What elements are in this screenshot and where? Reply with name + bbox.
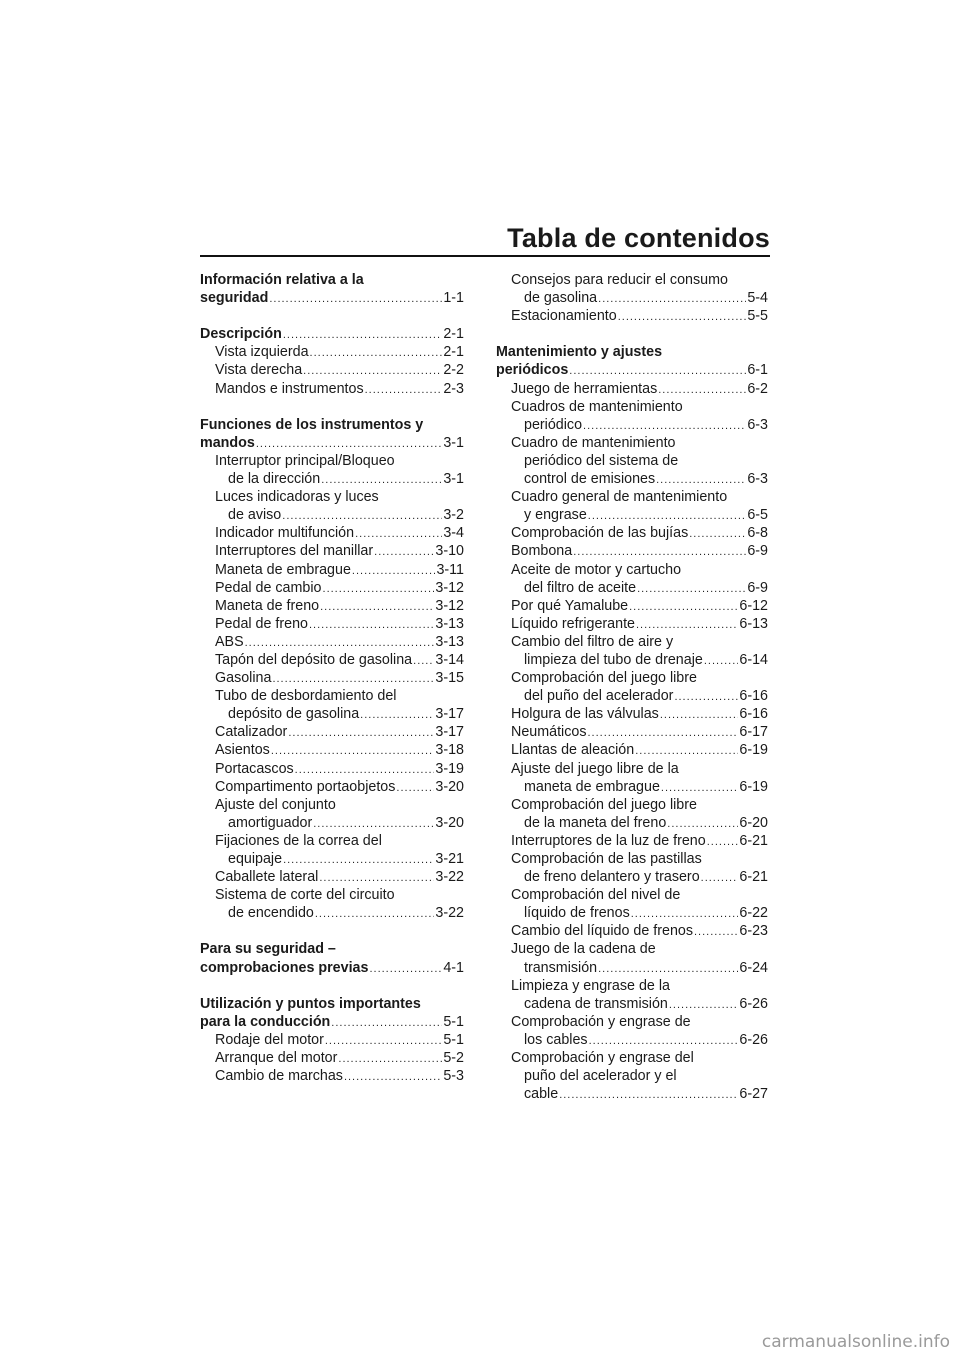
- toc-entry-title: Mandos e instrumentos: [215, 380, 364, 397]
- toc-page-number: 3-22: [435, 905, 464, 922]
- toc-leader-dots: [631, 905, 739, 923]
- toc-gap: [200, 307, 464, 325]
- toc-entry[interactable]: [200, 832, 464, 868]
- toc-page-number: 3-18: [435, 742, 464, 759]
- toc-entry-title: del puño del acelerador: [524, 688, 674, 705]
- toc-entry-title: Holgura de las válvulas: [511, 706, 659, 723]
- toc-leader-dots: [413, 652, 434, 670]
- toc-entry-title: periódicos: [496, 362, 569, 379]
- toc-entry-title: Portacascos: [215, 760, 294, 777]
- toc-entry-title: Fijaciones de la correa del: [215, 832, 382, 849]
- toc-entry-title: Comprobación del juego libre: [511, 670, 697, 687]
- toc-entry-title: Vista izquierda: [215, 344, 309, 361]
- toc-leader-dots: [282, 507, 442, 525]
- toc-gap: [200, 398, 464, 416]
- toc-page-number: 6-9: [747, 543, 768, 560]
- toc-leader-dots: [374, 543, 434, 561]
- toc-entry[interactable]: [200, 741, 464, 759]
- toc-entry-title: Interruptor principal/Bloqueo: [215, 452, 395, 469]
- toc-entry[interactable]: [200, 1049, 464, 1067]
- toc-entry-title: de gasolina: [524, 290, 598, 307]
- toc-leader-dots: [629, 598, 738, 616]
- toc-leader-dots: [589, 1032, 739, 1050]
- toc-entry-title: Cambio del filtro de aire y: [511, 633, 674, 650]
- toc-entry[interactable]: [496, 398, 768, 434]
- toc-entry[interactable]: [200, 778, 464, 796]
- toc-entry[interactable]: [200, 343, 464, 361]
- toc-page-number: 6-22: [739, 905, 768, 922]
- toc-entry-title: Sistema de corte del circuito: [215, 887, 395, 904]
- toc-entry-title: Comprobación del nivel de: [511, 887, 681, 904]
- page-title: Tabla de contenidos: [507, 223, 770, 253]
- toc-gap: [200, 922, 464, 940]
- toc-leader-dots: [396, 779, 434, 797]
- toc-page-number: 3-20: [435, 814, 464, 831]
- toc-page-number: 5-1: [443, 1031, 464, 1048]
- toc-leader-dots: [245, 634, 435, 652]
- toc-entry-title: Información relativa a la: [200, 272, 364, 288]
- toc-page-number: 2-3: [443, 380, 464, 397]
- toc-leader-dots: [559, 1086, 738, 1104]
- toc-entry-title: Cambio de marchas: [215, 1068, 343, 1085]
- toc-leader-dots: [295, 761, 435, 779]
- toc-page-number: 5-2: [443, 1050, 464, 1067]
- toc-page-number: 6-3: [747, 471, 768, 488]
- toc-entry[interactable]: [200, 615, 464, 633]
- toc-entry[interactable]: [200, 561, 464, 579]
- toc-chapter[interactable]: [200, 325, 464, 343]
- toc-page-number: 6-12: [739, 597, 768, 614]
- toc-entry-title: y engrase: [524, 507, 587, 524]
- toc-page-number: 6-23: [739, 923, 768, 940]
- toc-leader-dots: [338, 1050, 442, 1068]
- toc-entry-title: Tapón del depósito de gasolina: [215, 651, 413, 668]
- toc-entry[interactable]: [496, 488, 768, 524]
- toc-entry-title: Neumáticos: [511, 724, 587, 741]
- toc-leader-dots: [344, 1068, 442, 1086]
- toc-page-number: 6-13: [739, 615, 768, 632]
- toc-page-number: 3-14: [435, 651, 464, 668]
- toc-entry[interactable]: [496, 307, 768, 325]
- toc-entry-title: Comprobación de las bujías: [511, 525, 689, 542]
- toc-entry-title: limpieza del tubo de drenaje: [524, 651, 703, 668]
- toc-entry-title: líquido de frenos: [524, 905, 630, 922]
- toc-leader-dots: [369, 960, 442, 978]
- toc-entry-title: Descripción: [200, 326, 282, 343]
- toc-entry-title: Maneta de embrague: [215, 561, 351, 578]
- toc-entry-title: de aviso: [228, 507, 282, 524]
- toc-entry[interactable]: [496, 597, 768, 615]
- toc-entry-title: de encendido: [228, 905, 314, 922]
- toc-entry-title: mandos: [200, 434, 255, 451]
- toc-entry-title: Cambio del líquido de frenos: [511, 923, 693, 940]
- toc-entry-title: comprobaciones previas: [200, 959, 369, 976]
- toc-entry-title: Limpieza y engrase de la: [511, 977, 670, 994]
- toc-leader-dots: [573, 543, 746, 561]
- toc-entry-title: Bombona: [511, 543, 573, 560]
- toc-page-number: 3-11: [436, 561, 464, 578]
- toc-entry-title: Estacionamiento: [511, 308, 617, 325]
- toc-leader-dots: [309, 616, 434, 634]
- toc-entry[interactable]: [200, 524, 464, 542]
- toc-entry-title: maneta de embrague: [524, 778, 660, 795]
- toc-right-column: [496, 271, 768, 1103]
- toc-entry-title: Tubo de desbordamiento del: [215, 688, 397, 705]
- toc-entry[interactable]: [200, 361, 464, 379]
- toc-entry-title: de la dirección: [228, 471, 321, 488]
- toc-page-number: 3-17: [435, 724, 464, 741]
- toc-page-number: 5-4: [747, 290, 768, 307]
- toc-leader-dots: [360, 706, 434, 724]
- toc-entry[interactable]: [496, 542, 768, 560]
- toc-page-number: 6-24: [739, 959, 768, 976]
- toc-entry[interactable]: [496, 832, 768, 850]
- toc-entry[interactable]: [496, 1049, 768, 1103]
- toc-entry[interactable]: [496, 760, 768, 796]
- toc-page-number: 6-14: [739, 651, 768, 668]
- toc-entry-title: Mantenimiento y ajustes: [496, 344, 663, 361]
- toc-entry[interactable]: [200, 633, 464, 651]
- toc-entry-title: Asientos: [215, 742, 270, 759]
- toc-entry-title: periódico: [524, 416, 583, 433]
- toc-leader-dots: [658, 381, 746, 399]
- toc-entry[interactable]: [496, 850, 768, 886]
- toc-page-number: 3-4: [443, 525, 464, 542]
- toc-page-number: 6-20: [739, 814, 768, 831]
- toc-leader-dots: [288, 724, 434, 742]
- toc-leader-dots: [618, 308, 747, 326]
- toc-entry-title: Vista derecha: [215, 362, 303, 379]
- toc-leader-dots: [660, 706, 739, 724]
- toc-page-number: 6-26: [739, 1031, 768, 1048]
- toc-leader-dots: [674, 688, 738, 706]
- toc-entry-title: Comprobación del juego libre: [511, 796, 697, 813]
- toc-leader-dots: [588, 507, 747, 525]
- toc-leader-dots: [352, 562, 436, 580]
- toc-page-number: 3-2: [443, 507, 464, 524]
- toc-entry-title: Por qué Yamalube: [511, 597, 629, 614]
- toc-page-number: 3-10: [435, 543, 464, 560]
- toc-page-number: 4-1: [443, 959, 464, 976]
- toc-entry[interactable]: [200, 687, 464, 723]
- toc-entry-title: control de emisiones: [524, 471, 656, 488]
- toc-entry-title: equipaje: [228, 851, 283, 867]
- toc-gap: [496, 325, 768, 343]
- toc-leader-dots: [310, 344, 443, 362]
- toc-leader-dots: [320, 598, 434, 616]
- toc-entry-title: los cables: [524, 1031, 588, 1048]
- toc-leader-dots: [689, 525, 746, 543]
- toc-entry[interactable]: [200, 1031, 464, 1049]
- toc-entry[interactable]: [200, 579, 464, 597]
- toc-leader-dots: [319, 869, 434, 887]
- toc-entry[interactable]: [200, 669, 464, 687]
- toc-entry[interactable]: [496, 741, 768, 759]
- toc-chapter[interactable]: [200, 271, 464, 307]
- toc-page-number: 3-12: [435, 597, 464, 614]
- toc-leader-dots: [588, 724, 739, 742]
- toc-entry-title: depósito de gasolina: [228, 706, 360, 723]
- toc-page-number: 6-9: [747, 579, 768, 596]
- toc-leader-dots: [656, 471, 746, 489]
- toc-entry-title: Cuadro general de mantenimiento: [511, 489, 728, 506]
- toc-entry-title: Interruptores de la luz de freno: [511, 832, 706, 849]
- toc-leader-dots: [271, 742, 435, 760]
- toc-page-number: 2-1: [443, 344, 464, 361]
- toc-entry[interactable]: [496, 561, 768, 597]
- toc-entry[interactable]: [200, 723, 464, 741]
- toc-leader-dots: [661, 779, 738, 797]
- toc-page-number: 6-26: [739, 995, 768, 1012]
- toc-entry[interactable]: [496, 922, 768, 940]
- toc-entry[interactable]: [200, 452, 464, 488]
- toc-entry-title: Comprobación y engrase de: [511, 1013, 691, 1030]
- watermark: carmanualsonline.info: [761, 1332, 950, 1352]
- toc-page-number: 6-3: [747, 416, 768, 433]
- toc-page-number: 3-13: [435, 615, 464, 632]
- toc-page-number: 5-3: [443, 1068, 464, 1085]
- toc-leader-dots: [704, 652, 739, 670]
- toc-entry-title: Juego de la cadena de: [511, 941, 656, 958]
- toc-entry-title: Gasolina: [215, 670, 272, 687]
- toc-page-number: 6-16: [739, 706, 768, 723]
- toc-entry-title: Funciones de los instrumentos y: [200, 416, 424, 433]
- toc-entry[interactable]: [496, 723, 768, 741]
- toc-page-number: 3-22: [435, 869, 464, 886]
- toc-entry-title: Juego de herramientas: [511, 380, 658, 397]
- toc-page-number: 6-2: [747, 380, 768, 397]
- toc-entry[interactable]: [200, 488, 464, 524]
- toc-entry-title: Ajuste del juego libre de la: [511, 760, 679, 777]
- toc-entry-title: Para su seguridad –: [200, 941, 336, 958]
- toc-entry-title: Llantas de aleación: [511, 742, 635, 759]
- toc-page-number: 6-8: [747, 525, 768, 542]
- toc-entry[interactable]: [200, 796, 464, 832]
- toc-leader-dots: [325, 1032, 442, 1050]
- toc-entry[interactable]: [496, 615, 768, 633]
- toc-leader-dots: [636, 616, 738, 634]
- toc-entry-title: de freno delantero y trasero: [524, 869, 700, 886]
- toc-page-number: 3-12: [435, 579, 464, 596]
- toc-entry[interactable]: [496, 380, 768, 398]
- toc-entry-title: de la maneta del freno: [524, 814, 667, 831]
- toc-entry[interactable]: [200, 1067, 464, 1085]
- toc-leader-dots: [365, 381, 443, 399]
- toc-entry[interactable]: [200, 868, 464, 886]
- toc-entry-title: Líquido refrigerante: [511, 615, 635, 632]
- toc-page-number: 3-20: [435, 778, 464, 795]
- toc-page-number: 2-2: [443, 362, 464, 379]
- toc-entry-title: Pedal de cambio: [215, 579, 322, 596]
- toc-page-number: 3-21: [435, 851, 464, 867]
- toc-page-number: 1-1: [443, 290, 464, 307]
- toc-entry-title: para la conducción: [200, 1013, 331, 1030]
- toc-page-number: 5-1: [443, 1013, 464, 1030]
- toc-leader-dots: [635, 742, 738, 760]
- toc-entry-title: Arranque del motor: [215, 1050, 338, 1067]
- toc-page-number: 6-21: [739, 832, 768, 849]
- toc-gap: [200, 977, 464, 995]
- toc-page-number: 3-13: [435, 633, 464, 650]
- toc-page-number: 6-5: [747, 507, 768, 524]
- toc-chapter[interactable]: [200, 416, 464, 452]
- toc-leader-dots: [313, 815, 434, 833]
- toc-entry-title: puño del acelerador y el: [524, 1068, 677, 1085]
- toc-entry[interactable]: [496, 977, 768, 1013]
- toc-page-number: 3-17: [435, 706, 464, 723]
- toc-entry-title: Comprobación y engrase del: [511, 1050, 694, 1067]
- toc-leader-dots: [669, 996, 739, 1014]
- toc-page-number: 5-5: [747, 308, 768, 325]
- toc-entry-title: ABS: [215, 633, 244, 650]
- toc-entry[interactable]: [496, 271, 768, 307]
- toc-page-number: 6-19: [739, 742, 768, 759]
- toc-page-number: 3-19: [435, 760, 464, 777]
- toc-page-number: 3-1: [443, 434, 464, 451]
- toc-entry[interactable]: [496, 940, 768, 976]
- toc-leader-dots: [321, 471, 442, 489]
- toc-entry-title: del filtro de aceite: [524, 579, 637, 596]
- toc-entry-title: Cuadros de mantenimiento: [511, 398, 683, 415]
- toc-page-number: 3-1: [443, 471, 464, 488]
- toc-entry[interactable]: [496, 434, 768, 488]
- toc-leader-dots: [598, 290, 746, 308]
- toc-page-number: 6-21: [739, 869, 768, 886]
- toc-page-number: 3-15: [435, 670, 464, 687]
- toc-entry-title: Interruptores del manillar: [215, 543, 374, 560]
- toc-entry[interactable]: [200, 651, 464, 669]
- toc-leader-dots: [355, 525, 442, 543]
- toc-entry-title: Rodaje del motor: [215, 1031, 324, 1048]
- toc-entry[interactable]: [496, 669, 768, 705]
- toc-leader-dots: [583, 417, 746, 435]
- toc-leader-dots: [707, 833, 739, 851]
- toc-entry[interactable]: [496, 796, 768, 832]
- toc-entry[interactable]: [496, 886, 768, 922]
- toc-leader-dots: [272, 670, 434, 688]
- toc-chapter[interactable]: [200, 995, 464, 1031]
- toc-leader-dots: [323, 580, 435, 598]
- toc-entry-title: seguridad: [200, 290, 269, 307]
- toc-leader-dots: [637, 580, 746, 598]
- toc-page-number: 6-27: [739, 1086, 768, 1103]
- toc-entry-title: Pedal de freno: [215, 615, 308, 632]
- title-rule: [200, 255, 770, 257]
- toc-entry-title: Consejos para reducir el consumo: [511, 272, 728, 288]
- toc-entry-title: Caballete lateral: [215, 869, 319, 886]
- toc-entry-title: cadena de transmisión: [524, 995, 668, 1012]
- toc-entry[interactable]: [200, 597, 464, 615]
- toc-entry-title: amortiguador: [228, 814, 313, 831]
- toc-leader-dots: [269, 290, 442, 308]
- toc-entry[interactable]: [496, 524, 768, 542]
- toc-entry-title: Comprobación de las pastillas: [511, 851, 702, 867]
- toc-left-column: [200, 271, 464, 1085]
- toc-entry-title: Maneta de freno: [215, 597, 320, 614]
- toc-entry-title: cable: [524, 1086, 559, 1103]
- toc-leader-dots: [667, 815, 738, 833]
- toc-entry[interactable]: [200, 380, 464, 398]
- toc-leader-dots: [283, 326, 442, 344]
- toc-page-number: 2-1: [443, 326, 464, 343]
- toc-page-number: 6-19: [739, 778, 768, 795]
- toc-page-number: 6-16: [739, 688, 768, 705]
- toc-chapter[interactable]: [496, 343, 768, 379]
- toc-entry-title: Cuadro de mantenimiento: [511, 434, 676, 451]
- toc-chapter[interactable]: [200, 940, 464, 976]
- toc-entry-title: Aceite de motor y cartucho: [511, 561, 682, 578]
- toc-entry[interactable]: [496, 1013, 768, 1049]
- toc-entry[interactable]: [496, 633, 768, 669]
- toc-page-number: 6-17: [739, 724, 768, 741]
- toc-leader-dots: [569, 362, 746, 380]
- toc-entry-title: transmisión: [524, 959, 598, 976]
- toc-entry[interactable]: [496, 705, 768, 723]
- toc-leader-dots: [303, 362, 442, 380]
- toc-entry[interactable]: [200, 886, 464, 922]
- toc-entry-title: Catalizador: [215, 724, 288, 741]
- toc-leader-dots: [283, 851, 434, 869]
- toc-entry-title: Utilización y puntos importantes: [200, 995, 421, 1012]
- toc-entry-title: periódico del sistema de: [524, 452, 679, 469]
- toc-leader-dots: [256, 435, 443, 453]
- toc-entry[interactable]: [200, 542, 464, 560]
- toc-leader-dots: [694, 923, 738, 941]
- toc-leader-dots: [315, 905, 435, 923]
- toc-entry-title: Indicador multifunción: [215, 525, 355, 542]
- toc-leader-dots: [598, 960, 738, 978]
- toc-leader-dots: [701, 869, 739, 887]
- toc-entry-title: Compartimento portaobjetos: [215, 778, 396, 795]
- toc-page-number: 6-1: [747, 362, 768, 379]
- toc-entry[interactable]: [200, 760, 464, 778]
- toc-leader-dots: [331, 1014, 442, 1032]
- toc-entry-title: Luces indicadoras y luces: [215, 489, 379, 506]
- toc-entry-title: Ajuste del conjunto: [215, 796, 336, 813]
